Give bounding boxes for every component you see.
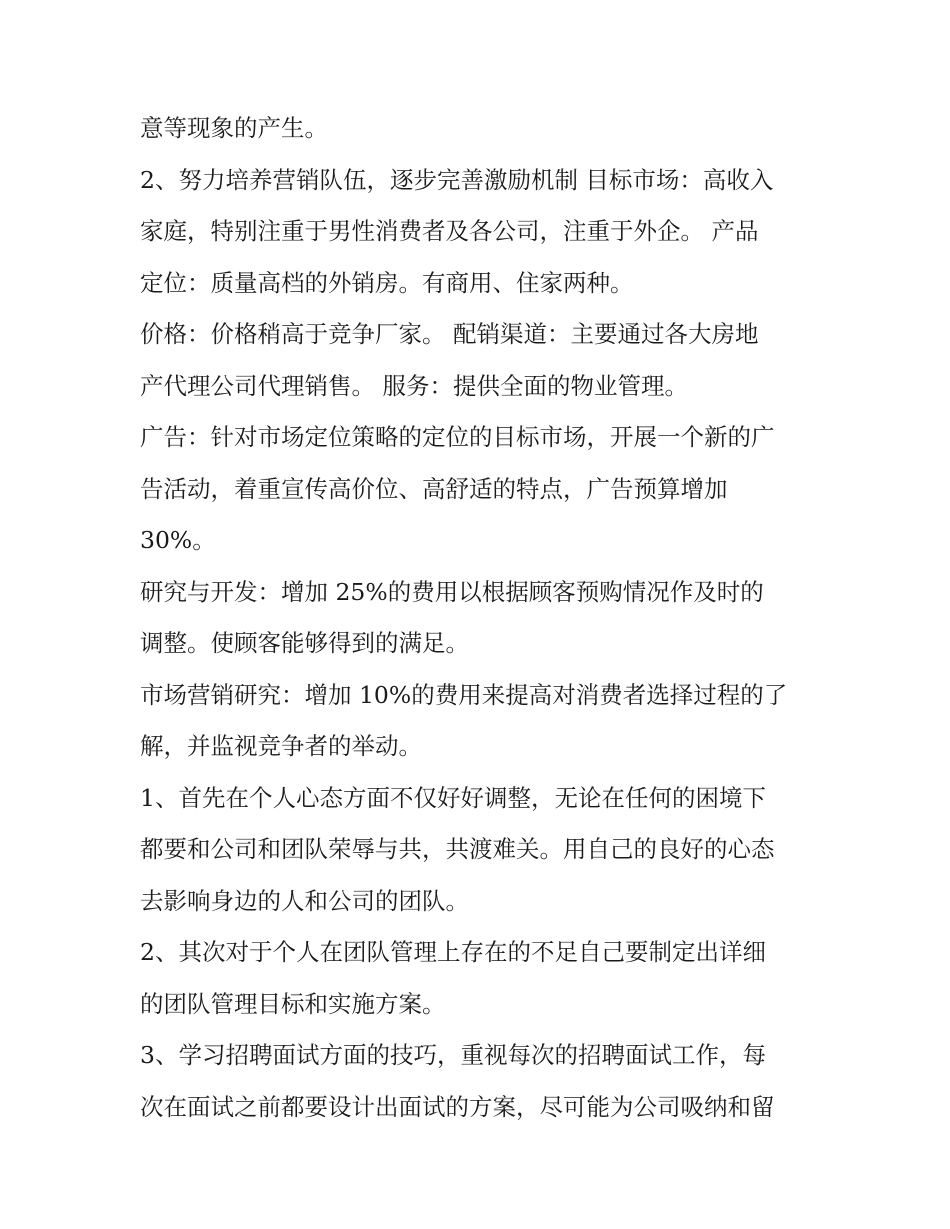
text-line: 次在面试之前都要设计出面试的方案，尽可能为公司吸纳和留 xyxy=(140,1092,775,1121)
text-line: 都要和公司和团队荣辱与共，共渡难关。用自己的良好的心态 xyxy=(140,835,775,863)
text-line: 价格：价格稍高于竞争厂家。 配销渠道：主要通过各大房地 xyxy=(140,320,759,348)
text-line: 定位：质量高档的外销房。有商用、住家两种。 xyxy=(140,268,634,297)
text-line: 市场营销研究：增加 10%的费用来提高对消费者选择过程的了 xyxy=(140,680,788,709)
text-line: 2、努力培养营销队伍，逐步完善激励机制 目标市场：高收入 xyxy=(140,165,774,194)
text-line: 的团队管理目标和实施方案。 xyxy=(140,989,446,1018)
document-body xyxy=(140,103,830,1133)
text-line: 意等现象的产生。 xyxy=(140,114,328,142)
text-line: 产代理公司代理销售。 服务：提供全面的物业管理。 xyxy=(140,371,688,400)
text-line: 广告：针对市场定位策略的定位的目标市场，开展一个新的广 xyxy=(140,423,775,451)
text-line: 告活动，着重宣传高价位、高舒适的特点，广告预算增加 xyxy=(140,474,728,503)
text-line: 2、其次对于个人在团队管理上存在的不足自己要制定出详细 xyxy=(140,938,766,966)
text-line: 家庭，特别注重于男性消费者及各公司，注重于外企。 产品 xyxy=(140,217,759,245)
text-line: 30%。 xyxy=(140,526,216,554)
text-line: 3、学习招聘面试方面的技巧，重视每次的招聘面试工作，每 xyxy=(140,1041,766,1069)
text-line: 研究与开发：增加 25%的费用以根据顾客预购情况作及时的 xyxy=(140,577,764,606)
text-line: 去影响身边的人和公司的团队。 xyxy=(140,886,469,915)
text-line: 1、首先在个人心态方面不仅好好调整，无论在任何的困境下 xyxy=(140,783,766,812)
text-line: 调整。使顾客能够得到的满足。 xyxy=(140,629,469,657)
text-line: 解，并监视竞争者的举动。 xyxy=(140,732,422,760)
